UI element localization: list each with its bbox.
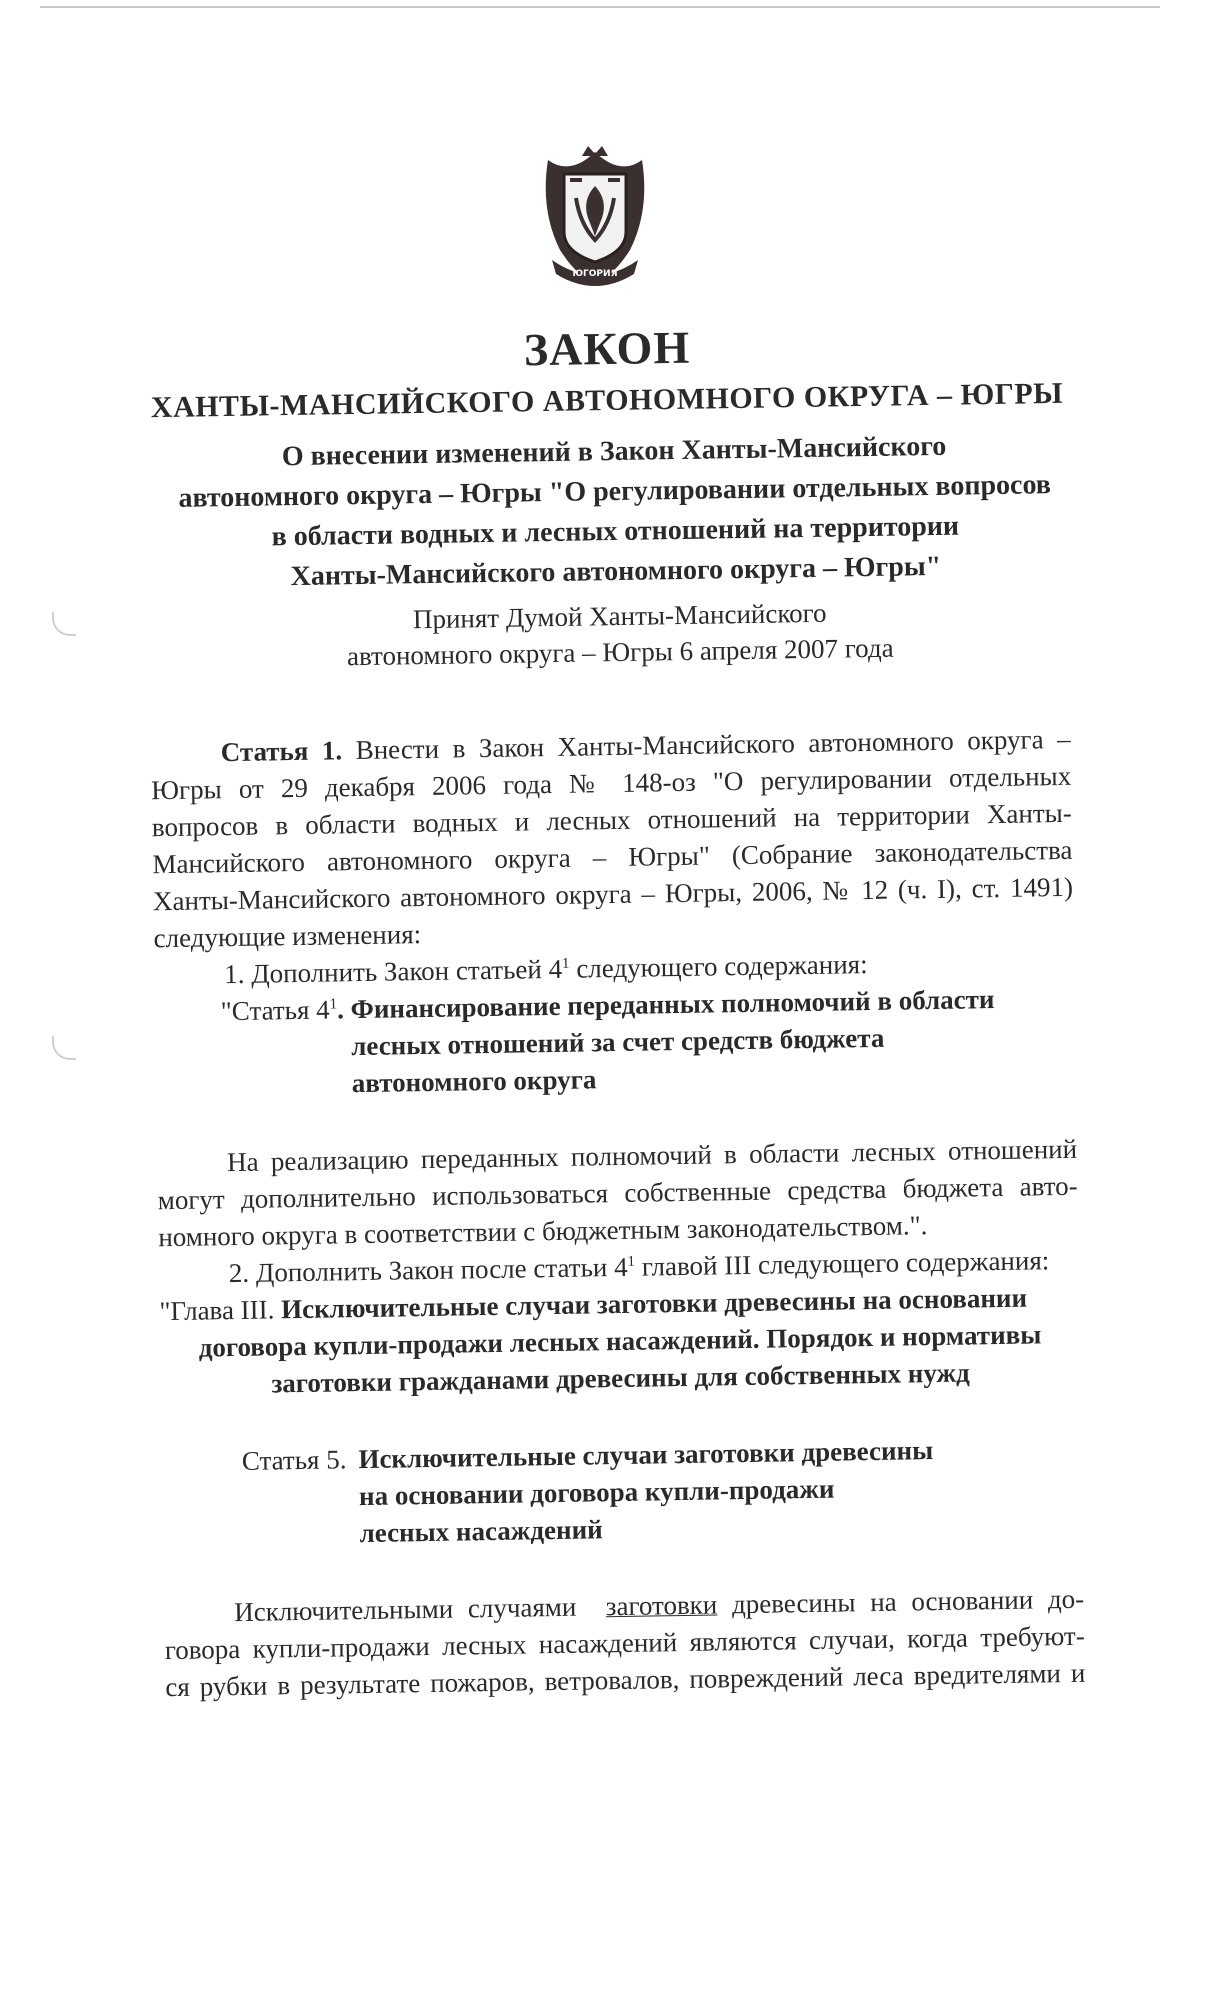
article41-title-line: Финансирование переданных полномочий в области bbox=[350, 984, 995, 1025]
article41-title-line: автономного округа bbox=[351, 1064, 597, 1099]
article1-line: Ханты-Мансийского автономного округа – Югры, 2006, № 12 (ч. I), ст. 1491) bbox=[152, 871, 1074, 917]
article5-title-line: Исключительные случаи заготовки древесины bbox=[358, 1435, 934, 1475]
emblem-ribbon-text: ЮГОРИЯ bbox=[572, 269, 618, 279]
item1-text-end: следующего содержания: bbox=[569, 949, 868, 984]
article41-body-line: На реализацию переданных полномочий в области лесных отношений bbox=[226, 1133, 1078, 1178]
item2-text-end: главой III следующего содержания: bbox=[634, 1245, 1050, 1282]
law-name bbox=[149, 425, 1081, 600]
article5-heading bbox=[162, 1430, 1084, 1555]
law-name-line: автономного округа – Югры "О регулировании отдельных вопросов bbox=[178, 469, 1052, 514]
item2-text: 2. Дополнить Закон после статьи 4 bbox=[228, 1251, 628, 1289]
article41-heading bbox=[154, 980, 1076, 1105]
law-name-line: в области водных и лесных отношений на территории bbox=[271, 510, 960, 553]
article5-title bbox=[358, 1432, 934, 1552]
chapter3-prefix: "Глава III. bbox=[159, 1294, 275, 1327]
article41-body-line: могут дополнительно использоваться собственные средства бюджета авто- bbox=[157, 1170, 1078, 1216]
item1-text: 1. Дополнить Закон статьей 4 bbox=[223, 953, 563, 990]
article41-dot: . bbox=[336, 994, 345, 1025]
item1-sup: 1 bbox=[561, 955, 570, 972]
article5-body-underlined: заготовки bbox=[605, 1589, 718, 1622]
chapter3-title-line: Исключительные случаи заготовки древесины на основании bbox=[280, 1282, 1028, 1325]
article1-line: вопросов в области водных и лесных отношений на территории Ханты- bbox=[151, 797, 1072, 843]
article1-line: Внести в Закон Ханты-Мансийского автономного округа – bbox=[355, 723, 1071, 766]
adoption-note bbox=[179, 591, 1060, 677]
article41-sup: 1 bbox=[329, 996, 338, 1013]
article5-body-rest: древесины на основании до- bbox=[717, 1583, 1085, 1620]
chapter3-title-line: заготовки гражданами древесины для собственных нужд bbox=[271, 1357, 970, 1399]
scan-top-edge bbox=[40, 6, 1160, 8]
chapter3-title-line: договора купли-продажи лесных насаждений. Порядок и нормативы bbox=[198, 1319, 1042, 1363]
law-name-line: О внесении изменений в Закон Ханты-Мансийского bbox=[281, 430, 947, 473]
article41-label bbox=[220, 991, 352, 1104]
article41-title-line: лесных отношений за счет средств бюджета bbox=[350, 1022, 885, 1062]
article5-title-line: на основании договора купли-продажи bbox=[358, 1473, 835, 1512]
article5-body-line: говора купли-продажи лесных насаждений являются случаи, когда требуют- bbox=[164, 1620, 1085, 1666]
article1-label: Статья 1. bbox=[220, 735, 343, 768]
document-body bbox=[150, 721, 1085, 1706]
article5-label: Статья 5. bbox=[241, 1444, 347, 1476]
article5-body-line: ся рубки в результате пожаров, ветровалов, повреждений леса вредителями и bbox=[165, 1657, 1086, 1703]
adoption-line: Принят Думой Ханты-Мансийского bbox=[412, 597, 827, 635]
article1-line: следующие изменения: bbox=[153, 919, 422, 954]
item2-sup: 1 bbox=[627, 1253, 636, 1270]
article41-prefix: "Статья 4 bbox=[220, 994, 330, 1027]
scan-hole-mark bbox=[52, 612, 76, 636]
article41-body-line: номного округа в соответствии с бюджетным законодательством.". bbox=[158, 1210, 928, 1253]
chapter3-heading bbox=[159, 1279, 1081, 1404]
adoption-line: автономного округа – Югры 6 апреля 2007 года bbox=[346, 632, 894, 672]
law-name-line: Ханты-Мансийского автономного округа – Югры" bbox=[290, 550, 942, 593]
article5-body-start: Исключительными случаями bbox=[233, 1591, 577, 1628]
coat-of-arms-emblem bbox=[530, 140, 660, 290]
law-title: ЗАКОН bbox=[523, 321, 691, 376]
article1-line: Югры от 29 декабря 2006 года № 148-оз "О регулировании отдельных bbox=[151, 760, 1072, 806]
scan-hole-mark bbox=[52, 1036, 76, 1060]
article5-title-line: лесных насаждений bbox=[359, 1514, 603, 1549]
law-subtitle: ХАНТЫ-МАНСИЙСКОГО АВТОНОМНОГО ОКРУГА – ЮГРЫ bbox=[150, 376, 1064, 425]
article1-line: Мансийского автономного округа – Югры" (Собрание законодательства bbox=[152, 834, 1073, 880]
article41-title bbox=[350, 981, 996, 1102]
